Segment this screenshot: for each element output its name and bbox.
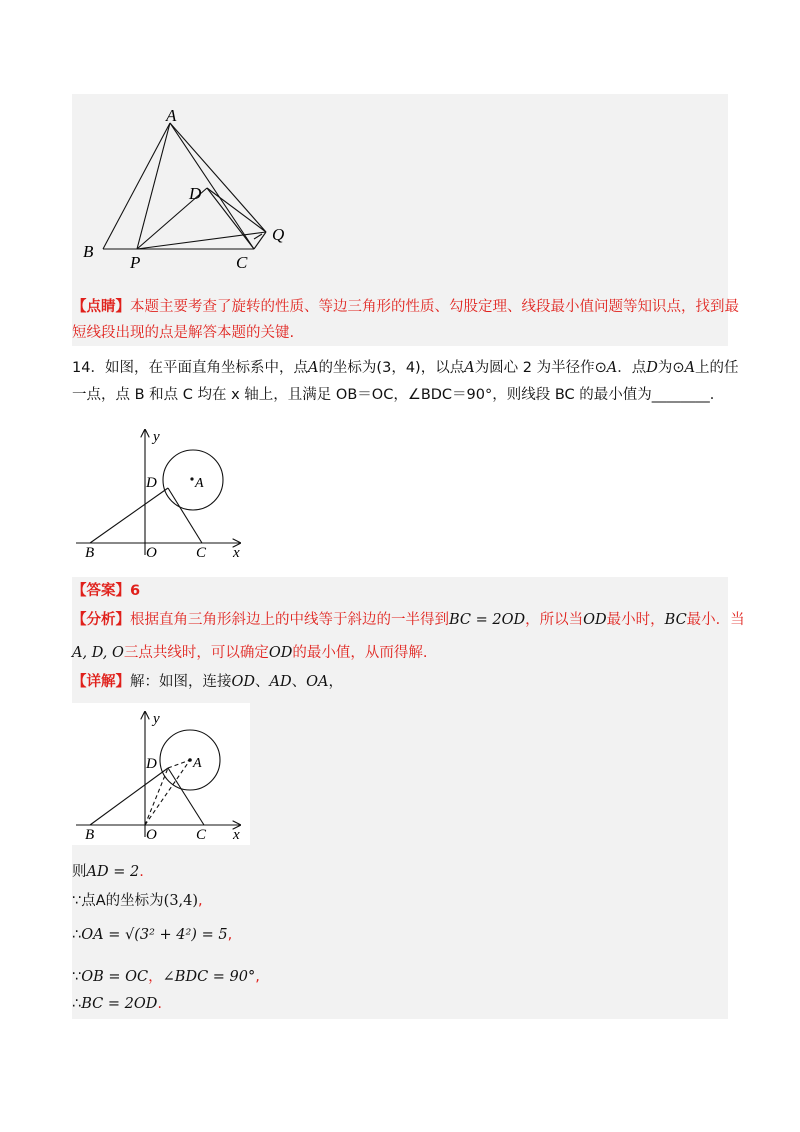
question-text: 为圆心 2 为半径作⊙	[474, 360, 607, 376]
detail-fig-label-d: D	[146, 756, 157, 772]
step-text: .	[139, 864, 144, 880]
detail-fig-label-a: A	[193, 756, 202, 771]
step-text: .	[157, 996, 162, 1012]
question-text: 如图，在平面直角坐标系中，点	[104, 360, 308, 376]
step-1	[72, 861, 144, 883]
top-fig-label-q: Q	[272, 225, 285, 244]
analysis-text: 三点共线时，可以确定	[123, 645, 269, 661]
question-number: 14．	[72, 360, 105, 376]
dianjing-line-2: 短线段出现的点是解答本题的关键.	[72, 325, 295, 341]
fig-label-d: D	[146, 475, 157, 491]
var-d: D	[646, 360, 658, 376]
step-text: 则	[72, 864, 87, 880]
question-text: ．	[709, 387, 725, 403]
formula: A, D, O	[72, 645, 124, 661]
formula: (3,4)	[163, 893, 199, 909]
formula: OD	[231, 674, 256, 690]
step-3	[72, 924, 232, 946]
detail-fig-label-o: O	[146, 827, 157, 843]
answer-value: 6	[130, 583, 141, 599]
step-5	[72, 993, 162, 1015]
detail-text: 、	[255, 674, 270, 690]
top-fig-label-d: D	[189, 184, 202, 203]
analysis-text: ，所以当	[525, 612, 584, 628]
question-text: ．点	[617, 360, 647, 376]
var-a: A	[307, 360, 319, 376]
formula: BC = 2OD	[81, 996, 158, 1012]
formula: OB = OC	[81, 969, 149, 985]
analysis-text: 根据直角三角形斜边上的中线等于斜边的一半得到	[130, 612, 449, 628]
formula: OD	[268, 645, 293, 661]
detail-fig-label-b: B	[85, 827, 95, 843]
formula: AD	[269, 674, 292, 690]
formula: OA	[306, 674, 329, 690]
fig-label-c: C	[196, 545, 207, 561]
question-text: 上的任	[695, 360, 739, 376]
dianjing-text-1: 本题主要考查了旋转的性质、等边三角形的性质、勾股定理、线段最小值问题等知识点，找到最	[130, 299, 739, 315]
detail-text: 、	[291, 674, 307, 690]
fig-label-b: B	[85, 545, 95, 561]
formula: BC = 2OD	[449, 612, 526, 628]
analysis-text: 最小时，	[606, 612, 665, 628]
step-text: ∴	[72, 996, 82, 1012]
formula: AD = 2	[86, 864, 140, 880]
detail-fig-label-c: C	[196, 827, 207, 843]
answer-tag: 【答案】	[72, 583, 130, 599]
question-text: 为⊙	[657, 360, 685, 376]
formula: ∠BDC = 90°	[162, 969, 256, 985]
var-a: A	[606, 360, 618, 376]
formula: BC	[664, 612, 687, 628]
question-text: 的坐标为(3，4)，以点	[318, 360, 465, 376]
analysis-text: 的最小值，从而得解.	[292, 645, 428, 661]
top-fig-label-c: C	[236, 253, 248, 272]
detail-text: 解：如图，连接	[130, 674, 232, 690]
fig-label-y: y	[153, 429, 160, 445]
step-text: ∵	[72, 969, 82, 985]
step-4	[72, 966, 260, 988]
var-a: A	[464, 360, 475, 376]
detail-tag: 【详解】	[72, 674, 130, 690]
fig-label-o: O	[146, 545, 157, 561]
step-text: ，	[148, 969, 163, 985]
answer-blank: ________	[651, 387, 710, 403]
fig-label-a: A	[195, 476, 204, 491]
top-fig-label-b: B	[83, 242, 94, 261]
detail-fig-label-y: y	[153, 711, 160, 727]
step-text: ∵点A的坐标为	[72, 893, 164, 909]
var-a: A	[684, 360, 696, 376]
detail-fig-label-x: x	[233, 827, 240, 843]
question-text: 一点，点 B 和点 C 均在 x 轴上，且满足 OB＝OC，∠BDC＝90°，则线段 BC 的最小值为	[72, 387, 652, 403]
formula: OA = √(3² + 4²) = 5	[81, 927, 228, 943]
analysis-tag: 【分析】	[72, 612, 130, 628]
fig-label-x: x	[233, 545, 240, 561]
step-text: ,	[227, 927, 233, 943]
formula: OD	[583, 612, 607, 628]
step-text: ,	[255, 969, 260, 985]
detail-text: ，	[328, 674, 343, 690]
step-text: ∴	[72, 927, 82, 943]
top-fig-label-a: A	[166, 106, 177, 125]
step-2	[72, 890, 203, 912]
dianjing-tag: 【点睛】	[72, 299, 130, 315]
step-text: ,	[198, 893, 203, 909]
analysis-text: 最小．当	[686, 612, 745, 628]
top-fig-label-p: P	[130, 253, 141, 272]
